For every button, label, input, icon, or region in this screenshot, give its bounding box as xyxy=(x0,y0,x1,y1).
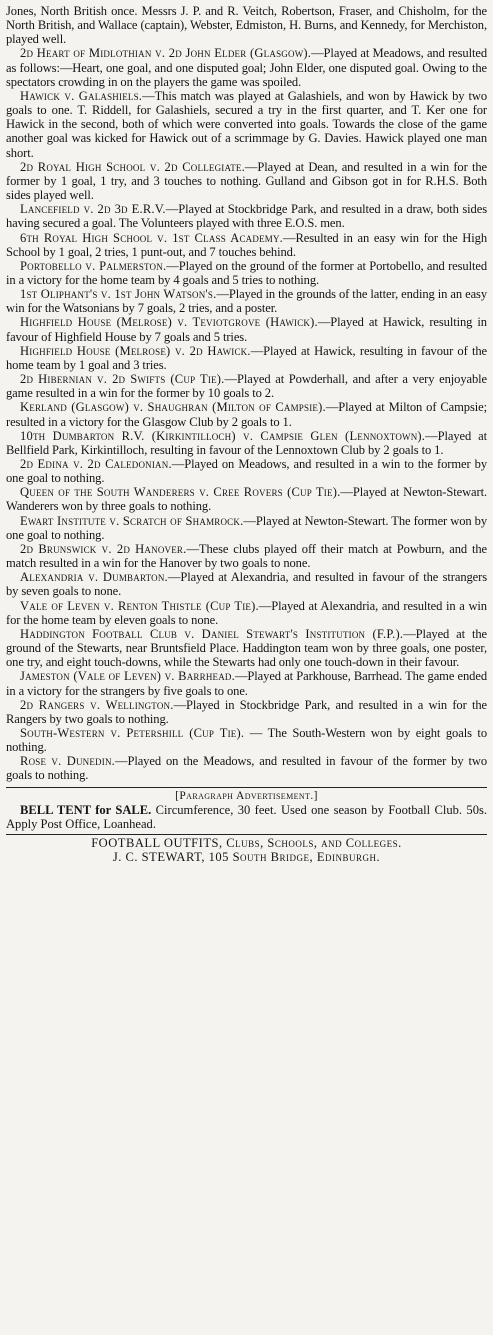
match-report xyxy=(6,287,487,315)
footer-divider xyxy=(6,834,487,835)
match-result-text: —This match was played at Galashiels, and won by Hawick by two goals to one. T. Riddell, for Galashiels, secured a try in the first quarter, and T. Ker one for Hawick in the second, both of which were converted into goals. Towards the close of the game another goal was kicked for Hawick out of a scrimmage by G. Davies. Hawick played one man short. xyxy=(6,88,487,160)
match-heading: Jameston (Vale of Leven) v. Barrhead. xyxy=(20,669,235,684)
match-result-text: —Played on the ground of the former at Portobello, and resulted in a victory for the home team by 4 goals and 5 tries to nothing. xyxy=(6,258,487,287)
match-heading: 2d Hibernian v. 2d Swifts (Cup Tie). xyxy=(20,372,225,387)
advertisement-body: Circumference, 30 feet. Used one season by Football Club. 50s. Apply Post Office, Loanhead. xyxy=(6,802,487,831)
match-heading: 2d Rangers v. Wellington. xyxy=(20,697,174,712)
match-result-text: —Played at Powderhall, and after a very enjoyable game resulted in a win for the former by 10 goals to 2. xyxy=(6,372,487,401)
match-heading: Queen of the South Wanderers v. Cree Rovers (Cup Tie). xyxy=(20,485,341,500)
outfitter-advertisement xyxy=(6,836,487,864)
match-report xyxy=(6,89,487,160)
match-report xyxy=(6,259,487,287)
match-result-text: —Played at Hawick, resulting in favour of Highfield House by 7 goals and 5 tries. xyxy=(6,315,487,344)
match-report xyxy=(6,202,487,230)
match-result-text: —Played at Hawick, resulting in favour of the home team by 1 goal and 3 tries. xyxy=(6,343,487,372)
match-result-text: —Played at the ground of the Stewarts, near Bruntsfield Place. Haddington team won by three goals, one poster, one try, and eight touch-downs, while the Stewarts had only one touch-down in their favour. xyxy=(6,626,488,670)
match-result-text: —Played at Alexandria, and resulted in favour of the strangers by seven goals to none. xyxy=(6,570,487,599)
match-heading: Haddington Football Club v. Daniel Stewart's Institution (F.P.). xyxy=(20,626,404,641)
match-result-text: —Played in the grounds of the latter, ending in an easy win for the Watsonians by 7 goals, 2 tries, and a poster. xyxy=(6,287,487,316)
match-result-text: —Played at Dean, and resulted in a win for the former by 1 goal, 1 try, and 3 touches to nothing. Gulland and Gibson got in for R.H.S. Both sides played well. xyxy=(6,159,487,203)
match-heading: Kerland (Glasgow) v. Shaughran (Milton of Campsie). xyxy=(20,400,326,415)
advertisement-heading: [Paragraph Advertisement.] xyxy=(175,789,318,802)
match-report xyxy=(6,46,487,88)
match-report xyxy=(6,400,487,428)
match-result-text: Jones, North British once. Messrs J. P. and R. Veitch, Robertson, Fraser, and Chisholm, for the North British, and Wallace (captain), Webster, Edmiston, H. Burns, and Kennedy, for Merchiston, played well. xyxy=(6,4,487,47)
match-result-text: —Played on Meadows, and resulted in a win to the former by one goal to nothing. xyxy=(6,457,487,486)
match-result-text: —These clubs played off their match at Powburn, and the match resulted in a win for the Hanover by two goals to none. xyxy=(6,541,487,571)
match-result-text: —Played at Newton-Stewart. Wanderers won by three goals to nothing. xyxy=(6,485,488,514)
match-report xyxy=(6,4,487,46)
match-heading: Alexandria v. Dumbarton. xyxy=(20,570,168,585)
match-result-text: —Played at Meadows, and resulted as follows:—Heart, one goal, and one disputed goal; John Elder, one disputed goal. Owing to the spectators crowding in on the players the game was spoiled. xyxy=(6,46,487,89)
match-result-text: —Played at Milton of Campsie; resulted in a victory for the Glasgow Club by 2 goals to 1. xyxy=(6,400,487,429)
match-report xyxy=(6,429,487,457)
match-heading: 2d Brunswick v. 2d Hanover. xyxy=(20,541,187,556)
match-heading: Ewart Institute v. Scratch of Shamrock. xyxy=(20,513,244,528)
match-heading: 2d Heart of Midlothian v. 2d John Elder (Glasgow). xyxy=(20,46,312,61)
match-report xyxy=(6,344,487,372)
match-result-text: —Played at Bellfield Park, Kirkintilloch, resulting in favour of the Lennoxtown Club by 2 goals to 1. xyxy=(6,428,488,457)
match-heading: 10th Dumbarton R.V. (Kirkintilloch) v. Campsie Glen (Lennoxtown). xyxy=(20,428,426,443)
match-heading: Hawick v. Galashiels. xyxy=(20,88,143,103)
match-result-text: —Played at Alexandria, and resulted in a win for the home team by eleven goals to none. xyxy=(6,598,487,627)
outfitter-line-2: J. C. STEWART, 105 South Bridge, Edinburgh. xyxy=(112,849,381,864)
match-heading: Highfield House (Melrose) v. 2d Hawick. xyxy=(20,343,251,358)
match-reports xyxy=(6,4,487,783)
match-report xyxy=(6,372,487,400)
match-report xyxy=(6,231,487,259)
match-report xyxy=(6,627,487,669)
advertisement-text xyxy=(6,803,487,831)
match-result-text: —Played at Stockbridge Park, and resulted in a draw, both sides having secured a goal. The Volunteers played with three E.O.S. men. xyxy=(6,202,487,231)
section-divider xyxy=(6,787,487,788)
match-heading: Portobello v. Palmerston. xyxy=(20,258,167,273)
match-report xyxy=(6,669,487,697)
match-report xyxy=(6,160,487,202)
match-report xyxy=(6,754,487,782)
paragraph-advertisement xyxy=(6,790,487,831)
match-report xyxy=(6,726,487,754)
outfitter-line-1: FOOTBALL OUTFITS, Clubs, Schools, and Colleges. xyxy=(91,835,402,850)
match-heading: 6th Royal High School v. 1st Class Academy. xyxy=(20,230,284,245)
match-heading: South-Western v. Petershill (Cup Tie). xyxy=(20,725,245,740)
match-heading: 2d Edina v. 2d Caledonian. xyxy=(20,457,172,471)
match-result-text: — The South-Western won by eight goals to nothing. xyxy=(6,725,487,755)
match-heading: Lancefield v. 2d 3d E.R.V. xyxy=(20,202,166,217)
match-result-text: —Played at Newton-Stewart. The former won by one goal to nothing. xyxy=(6,513,487,542)
match-result-text: —Played in Stockbridge Park, and resulted in a win for the Rangers by two goals to nothing. xyxy=(6,697,487,726)
newspaper-column xyxy=(6,4,487,1331)
match-heading: Highfield House (Melrose) v. Teviotgrove (Hawick). xyxy=(20,315,318,330)
match-heading: Vale of Leven v. Renton Thistle (Cup Tie). xyxy=(20,598,259,613)
match-report xyxy=(6,599,487,627)
match-result-text: —Played on the Meadows, and resulted in favour of the former by two goals to nothing. xyxy=(6,754,487,783)
match-result-text: —Resulted in an easy win for the High School by 1 goal, 2 tries, 1 punt-out, and 7 touches behind. xyxy=(6,230,488,259)
advertisement-lead: BELL TENT for SALE. xyxy=(20,802,152,817)
match-heading: Rose v. Dunedin. xyxy=(20,754,115,769)
match-result-text: —Played at Parkhouse, Barrhead. The game ended in a victory for the strangers by five goals to one. xyxy=(6,669,487,698)
match-report xyxy=(6,570,487,598)
match-heading: 2d Royal High School v. 2d Collegiate. xyxy=(20,159,245,174)
match-report xyxy=(6,457,487,485)
match-report xyxy=(6,485,487,513)
match-heading: 1st Oliphant's v. 1st John Watson's. xyxy=(20,287,217,302)
match-report xyxy=(6,698,487,726)
match-report xyxy=(6,315,487,343)
match-report xyxy=(6,514,487,542)
match-report xyxy=(6,542,487,570)
